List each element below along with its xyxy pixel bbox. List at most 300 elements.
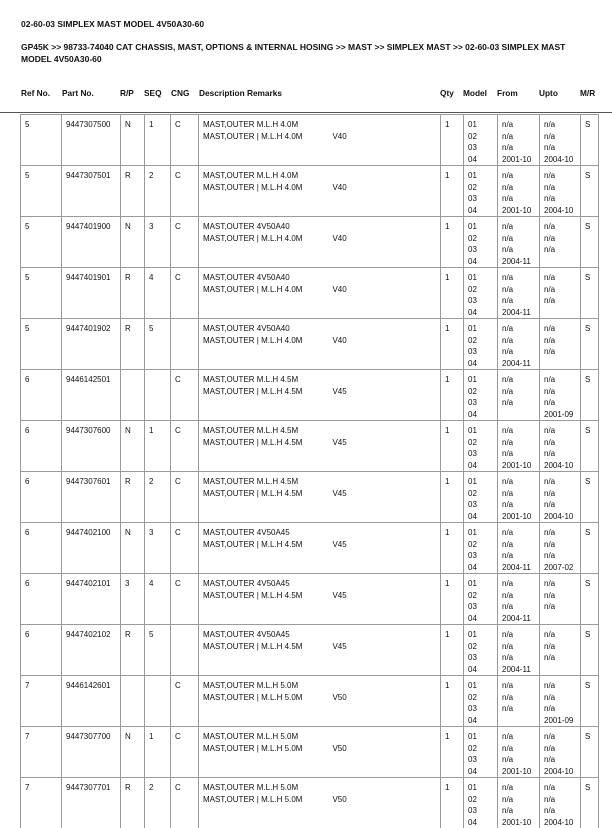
description: MAST,OUTER M.L.H 4.0M bbox=[203, 171, 298, 180]
from-cell bbox=[498, 625, 540, 676]
description-detail: MAST,OUTER | M.L.H 5.0M bbox=[203, 693, 302, 702]
model-code: 01 bbox=[468, 782, 494, 794]
description: MAST,OUTER 4V50A45 bbox=[203, 630, 290, 639]
table-row bbox=[21, 319, 599, 370]
remark: V45 bbox=[332, 437, 346, 449]
description-detail: MAST,OUTER | M.L.H 4.0M bbox=[203, 336, 302, 345]
ref-cell bbox=[21, 268, 62, 319]
model-code: 02 bbox=[468, 590, 494, 602]
rp-cell bbox=[121, 268, 145, 319]
col-header-part: Part No. bbox=[62, 88, 94, 98]
model-code: 03 bbox=[468, 295, 494, 307]
model-code: 04 bbox=[468, 460, 494, 472]
from-date: n/a bbox=[502, 346, 536, 358]
desc-cell bbox=[199, 319, 441, 370]
rp-cell bbox=[121, 166, 145, 217]
description-detail: MAST,OUTER | M.L.H 4.0M bbox=[203, 183, 302, 192]
from-date: n/a bbox=[502, 425, 536, 437]
upto-cell bbox=[540, 472, 581, 523]
upto-date: n/a bbox=[544, 323, 577, 335]
quantity: 1 bbox=[445, 171, 449, 180]
mr-cell bbox=[581, 472, 599, 523]
seq-value: 2 bbox=[149, 783, 153, 792]
model-code: 04 bbox=[468, 715, 494, 727]
cng-cell bbox=[171, 115, 199, 166]
model-cell bbox=[464, 421, 498, 472]
model-code: 03 bbox=[468, 448, 494, 460]
upto-date: n/a bbox=[544, 335, 577, 347]
ref-no: 6 bbox=[25, 579, 29, 588]
description: MAST,OUTER 4V50A45 bbox=[203, 528, 290, 537]
from-date: n/a bbox=[502, 539, 536, 551]
part-no: 9447402100 bbox=[66, 528, 111, 537]
from-date: n/a bbox=[502, 284, 536, 296]
model-code: 04 bbox=[468, 205, 494, 217]
upto-date: n/a bbox=[544, 119, 577, 131]
cng-value: C bbox=[175, 732, 181, 741]
from-date: 2004-11 bbox=[502, 562, 536, 574]
seq-value: 4 bbox=[149, 579, 153, 588]
model-code: 03 bbox=[468, 346, 494, 358]
upto-cell bbox=[540, 676, 581, 727]
upto-date: n/a bbox=[544, 754, 577, 766]
from-date: n/a bbox=[502, 335, 536, 347]
page-title: 02-60-03 SIMPLEX MAST MODEL 4V50A30-60 bbox=[21, 19, 204, 29]
upto-date: n/a bbox=[544, 499, 577, 511]
upto-date: n/a bbox=[544, 476, 577, 488]
model-code: 03 bbox=[468, 652, 494, 664]
from-date: n/a bbox=[502, 743, 536, 755]
part-no: 9446142501 bbox=[66, 375, 111, 384]
from-cell bbox=[498, 166, 540, 217]
seq-value: 3 bbox=[149, 528, 153, 537]
mr-cell bbox=[581, 727, 599, 778]
mr-cell bbox=[581, 421, 599, 472]
from-cell bbox=[498, 472, 540, 523]
model-code: 02 bbox=[468, 386, 494, 398]
quantity: 1 bbox=[445, 477, 449, 486]
model-code: 01 bbox=[468, 476, 494, 488]
part-no: 9447307500 bbox=[66, 120, 111, 129]
upto-date: n/a bbox=[544, 425, 577, 437]
seq-value: 2 bbox=[149, 477, 153, 486]
quantity: 1 bbox=[445, 579, 449, 588]
rp-value: 3 bbox=[125, 579, 129, 588]
model-code: 02 bbox=[468, 131, 494, 143]
upto-date: n/a bbox=[544, 397, 577, 409]
model-code: 04 bbox=[468, 409, 494, 421]
model-code: 01 bbox=[468, 323, 494, 335]
model-code: 02 bbox=[468, 335, 494, 347]
mr-value: S bbox=[585, 630, 590, 639]
description: MAST,OUTER M.L.H 5.0M bbox=[203, 732, 298, 741]
ref-no: 5 bbox=[25, 120, 29, 129]
model-cell bbox=[464, 217, 498, 268]
col-header-ref: Ref No. bbox=[21, 88, 50, 98]
upto-cell bbox=[540, 421, 581, 472]
model-code: 01 bbox=[468, 272, 494, 284]
from-date: n/a bbox=[502, 692, 536, 704]
model-code: 02 bbox=[468, 488, 494, 500]
qty-cell bbox=[441, 574, 464, 625]
upto-date: n/a bbox=[544, 601, 577, 613]
cng-cell bbox=[171, 727, 199, 778]
from-date: n/a bbox=[502, 233, 536, 245]
model-code: 03 bbox=[468, 193, 494, 205]
upto-cell bbox=[540, 778, 581, 828]
from-date: n/a bbox=[502, 590, 536, 602]
model-code: 02 bbox=[468, 743, 494, 755]
qty-cell bbox=[441, 421, 464, 472]
ref-cell bbox=[21, 625, 62, 676]
rp-value: N bbox=[125, 120, 131, 129]
qty-cell bbox=[441, 676, 464, 727]
part-cell bbox=[62, 574, 121, 625]
mr-value: S bbox=[585, 222, 590, 231]
from-date: n/a bbox=[502, 295, 536, 307]
part-cell bbox=[62, 166, 121, 217]
upto-date: n/a bbox=[544, 272, 577, 284]
description-detail: MAST,OUTER | M.L.H 4.5M bbox=[203, 591, 302, 600]
upto-date: n/a bbox=[544, 539, 577, 551]
quantity: 1 bbox=[445, 732, 449, 741]
model-code: 03 bbox=[468, 805, 494, 817]
seq-cell bbox=[145, 319, 171, 370]
qty-cell bbox=[441, 778, 464, 828]
model-cell bbox=[464, 370, 498, 421]
from-date: n/a bbox=[502, 641, 536, 653]
mr-value: S bbox=[585, 528, 590, 537]
part-cell bbox=[62, 523, 121, 574]
upto-date: n/a bbox=[544, 641, 577, 653]
mr-cell bbox=[581, 574, 599, 625]
desc-cell bbox=[199, 370, 441, 421]
from-cell bbox=[498, 574, 540, 625]
mr-cell bbox=[581, 778, 599, 828]
mr-cell bbox=[581, 217, 599, 268]
desc-cell bbox=[199, 523, 441, 574]
rp-cell bbox=[121, 727, 145, 778]
model-code: 02 bbox=[468, 641, 494, 653]
part-no: 9447307700 bbox=[66, 732, 111, 741]
description: MAST,OUTER 4V50A40 bbox=[203, 324, 290, 333]
from-date: n/a bbox=[502, 397, 536, 409]
upto-date: n/a bbox=[544, 233, 577, 245]
upto-date: n/a bbox=[544, 386, 577, 398]
from-date: 2001-10 bbox=[502, 511, 536, 523]
description-detail: MAST,OUTER | M.L.H 4.0M bbox=[203, 234, 302, 243]
desc-cell bbox=[199, 268, 441, 319]
col-header-from: From bbox=[497, 88, 518, 98]
ref-no: 6 bbox=[25, 528, 29, 537]
rp-cell bbox=[121, 625, 145, 676]
ref-cell bbox=[21, 421, 62, 472]
table-row bbox=[21, 574, 599, 625]
from-date: n/a bbox=[502, 131, 536, 143]
cng-cell bbox=[171, 778, 199, 828]
parts-table bbox=[20, 114, 599, 828]
mr-value: S bbox=[585, 681, 590, 690]
col-header-qty: Qty bbox=[440, 88, 454, 98]
model-code: 03 bbox=[468, 499, 494, 511]
upto-date: n/a bbox=[544, 703, 577, 715]
qty-cell bbox=[441, 727, 464, 778]
model-code: 03 bbox=[468, 142, 494, 154]
from-date: n/a bbox=[502, 193, 536, 205]
upto-cell bbox=[540, 217, 581, 268]
mr-value: S bbox=[585, 783, 590, 792]
from-date: 2004-11 bbox=[502, 664, 536, 676]
from-date: n/a bbox=[502, 550, 536, 562]
col-header-rp: R/P bbox=[120, 88, 134, 98]
part-cell bbox=[62, 115, 121, 166]
ref-no: 7 bbox=[25, 732, 29, 741]
model-code: 01 bbox=[468, 731, 494, 743]
model-code: 03 bbox=[468, 601, 494, 613]
quantity: 1 bbox=[445, 681, 449, 690]
model-cell bbox=[464, 115, 498, 166]
from-date: 2001-10 bbox=[502, 460, 536, 472]
upto-date: n/a bbox=[544, 437, 577, 449]
model-code: 01 bbox=[468, 221, 494, 233]
model-cell bbox=[464, 778, 498, 828]
model-code: 04 bbox=[468, 307, 494, 319]
description: MAST,OUTER M.L.H 4.0M bbox=[203, 120, 298, 129]
rp-cell bbox=[121, 370, 145, 421]
cng-value: C bbox=[175, 681, 181, 690]
from-cell bbox=[498, 217, 540, 268]
upto-date: n/a bbox=[544, 284, 577, 296]
remark: V40 bbox=[332, 284, 346, 296]
from-date: 2001-10 bbox=[502, 817, 536, 828]
upto-date: n/a bbox=[544, 743, 577, 755]
rp-cell bbox=[121, 523, 145, 574]
upto-date: 2007-02 bbox=[544, 562, 577, 574]
upto-cell bbox=[540, 166, 581, 217]
seq-cell bbox=[145, 370, 171, 421]
upto-date: 2004-10 bbox=[544, 460, 577, 472]
from-date bbox=[502, 715, 536, 727]
seq-value: 5 bbox=[149, 324, 153, 333]
from-cell bbox=[498, 268, 540, 319]
table-row bbox=[21, 268, 599, 319]
remark: V45 bbox=[332, 386, 346, 398]
ref-no: 5 bbox=[25, 171, 29, 180]
part-cell bbox=[62, 676, 121, 727]
quantity: 1 bbox=[445, 630, 449, 639]
model-code: 01 bbox=[468, 374, 494, 386]
model-code: 02 bbox=[468, 437, 494, 449]
cng-cell bbox=[171, 166, 199, 217]
mr-cell bbox=[581, 166, 599, 217]
ref-cell bbox=[21, 472, 62, 523]
quantity: 1 bbox=[445, 783, 449, 792]
mr-cell bbox=[581, 370, 599, 421]
part-cell bbox=[62, 268, 121, 319]
upto-cell bbox=[540, 370, 581, 421]
model-code: 04 bbox=[468, 358, 494, 370]
col-header-cng: CNG bbox=[171, 88, 189, 98]
ref-cell bbox=[21, 523, 62, 574]
table-row bbox=[21, 727, 599, 778]
from-date: n/a bbox=[502, 578, 536, 590]
model-code: 03 bbox=[468, 397, 494, 409]
quantity: 1 bbox=[445, 120, 449, 129]
from-date: 2004-11 bbox=[502, 307, 536, 319]
description-detail: MAST,OUTER | M.L.H 4.0M bbox=[203, 132, 302, 141]
ref-no: 6 bbox=[25, 477, 29, 486]
model-code: 04 bbox=[468, 562, 494, 574]
model-cell bbox=[464, 574, 498, 625]
model-code: 03 bbox=[468, 550, 494, 562]
upto-date: 2004-10 bbox=[544, 766, 577, 778]
breadcrumb: GP45K >> 98733-74040 CAT CHASSIS, MAST, OPTIONS & INTERNAL HOSING >> MAST >> SIMPLEX MAST >> 02-60-03 SIMPLEX MAST MODEL 4V50A30-60 bbox=[21, 41, 581, 65]
ref-cell bbox=[21, 370, 62, 421]
upto-date bbox=[544, 358, 577, 370]
rp-cell bbox=[121, 115, 145, 166]
description: MAST,OUTER 4V50A40 bbox=[203, 222, 290, 231]
model-code: 01 bbox=[468, 170, 494, 182]
seq-cell bbox=[145, 472, 171, 523]
from-date: 2004-11 bbox=[502, 256, 536, 268]
from-date: n/a bbox=[502, 437, 536, 449]
qty-cell bbox=[441, 268, 464, 319]
cng-value: C bbox=[175, 171, 181, 180]
upto-cell bbox=[540, 268, 581, 319]
mr-value: S bbox=[585, 324, 590, 333]
quantity: 1 bbox=[445, 528, 449, 537]
model-cell bbox=[464, 727, 498, 778]
table-row bbox=[21, 523, 599, 574]
from-date: n/a bbox=[502, 680, 536, 692]
model-cell bbox=[464, 472, 498, 523]
rp-value: R bbox=[125, 477, 131, 486]
rp-cell bbox=[121, 472, 145, 523]
part-no: 9447401902 bbox=[66, 324, 111, 333]
desc-cell bbox=[199, 778, 441, 828]
cng-cell bbox=[171, 472, 199, 523]
quantity: 1 bbox=[445, 375, 449, 384]
col-header-mr: M/R bbox=[580, 88, 595, 98]
upto-date: n/a bbox=[544, 629, 577, 641]
cng-cell bbox=[171, 217, 199, 268]
from-date: n/a bbox=[502, 601, 536, 613]
model-cell bbox=[464, 166, 498, 217]
part-no: 9446142601 bbox=[66, 681, 111, 690]
from-cell bbox=[498, 523, 540, 574]
part-cell bbox=[62, 472, 121, 523]
part-cell bbox=[62, 625, 121, 676]
desc-cell bbox=[199, 574, 441, 625]
upto-cell bbox=[540, 523, 581, 574]
from-date: n/a bbox=[502, 794, 536, 806]
from-date: n/a bbox=[502, 221, 536, 233]
ref-cell bbox=[21, 676, 62, 727]
upto-date bbox=[544, 256, 577, 268]
model-code: 04 bbox=[468, 511, 494, 523]
quantity: 1 bbox=[445, 324, 449, 333]
rp-cell bbox=[121, 319, 145, 370]
col-header-upto: Upto bbox=[539, 88, 558, 98]
from-cell bbox=[498, 319, 540, 370]
upto-date: n/a bbox=[544, 731, 577, 743]
qty-cell bbox=[441, 523, 464, 574]
rp-cell bbox=[121, 217, 145, 268]
model-code: 01 bbox=[468, 527, 494, 539]
description-detail: MAST,OUTER | M.L.H 4.5M bbox=[203, 438, 302, 447]
header-divider bbox=[0, 112, 612, 113]
description: MAST,OUTER M.L.H 4.5M bbox=[203, 477, 298, 486]
table-row bbox=[21, 625, 599, 676]
qty-cell bbox=[441, 625, 464, 676]
ref-cell bbox=[21, 574, 62, 625]
remark: V40 bbox=[332, 335, 346, 347]
col-header-desc: Description Remarks bbox=[199, 88, 282, 98]
model-code: 03 bbox=[468, 754, 494, 766]
upto-date: n/a bbox=[544, 448, 577, 460]
remark: V45 bbox=[332, 488, 346, 500]
rp-value: R bbox=[125, 783, 131, 792]
upto-cell bbox=[540, 625, 581, 676]
upto-date: n/a bbox=[544, 652, 577, 664]
description-detail: MAST,OUTER | M.L.H 4.5M bbox=[203, 540, 302, 549]
upto-date: n/a bbox=[544, 295, 577, 307]
remark: V50 bbox=[332, 743, 346, 755]
from-date: n/a bbox=[502, 119, 536, 131]
desc-cell bbox=[199, 727, 441, 778]
from-date: n/a bbox=[502, 476, 536, 488]
upto-date: n/a bbox=[544, 782, 577, 794]
mr-value: S bbox=[585, 732, 590, 741]
upto-date: 2001-09 bbox=[544, 409, 577, 421]
table-row bbox=[21, 370, 599, 421]
ref-cell bbox=[21, 166, 62, 217]
from-date: n/a bbox=[502, 244, 536, 256]
desc-cell bbox=[199, 676, 441, 727]
ref-no: 5 bbox=[25, 324, 29, 333]
cng-cell bbox=[171, 319, 199, 370]
mr-value: S bbox=[585, 375, 590, 384]
quantity: 1 bbox=[445, 273, 449, 282]
model-code: 04 bbox=[468, 664, 494, 676]
part-cell bbox=[62, 319, 121, 370]
qty-cell bbox=[441, 166, 464, 217]
part-cell bbox=[62, 421, 121, 472]
remark: V45 bbox=[332, 641, 346, 653]
upto-date: n/a bbox=[544, 488, 577, 500]
desc-cell bbox=[199, 115, 441, 166]
upto-date: n/a bbox=[544, 527, 577, 539]
seq-value: 1 bbox=[149, 426, 153, 435]
description-detail: MAST,OUTER | M.L.H 4.5M bbox=[203, 489, 302, 498]
part-cell bbox=[62, 727, 121, 778]
model-cell bbox=[464, 319, 498, 370]
model-code: 01 bbox=[468, 119, 494, 131]
upto-date: 2001-09 bbox=[544, 715, 577, 727]
upto-date: n/a bbox=[544, 550, 577, 562]
mr-value: S bbox=[585, 477, 590, 486]
from-date: n/a bbox=[502, 499, 536, 511]
ref-no: 6 bbox=[25, 630, 29, 639]
mr-value: S bbox=[585, 426, 590, 435]
cng-value: C bbox=[175, 783, 181, 792]
upto-date: n/a bbox=[544, 221, 577, 233]
from-date: n/a bbox=[502, 323, 536, 335]
part-no: 9447307701 bbox=[66, 783, 111, 792]
rp-cell bbox=[121, 421, 145, 472]
desc-cell bbox=[199, 217, 441, 268]
rp-value: R bbox=[125, 171, 131, 180]
